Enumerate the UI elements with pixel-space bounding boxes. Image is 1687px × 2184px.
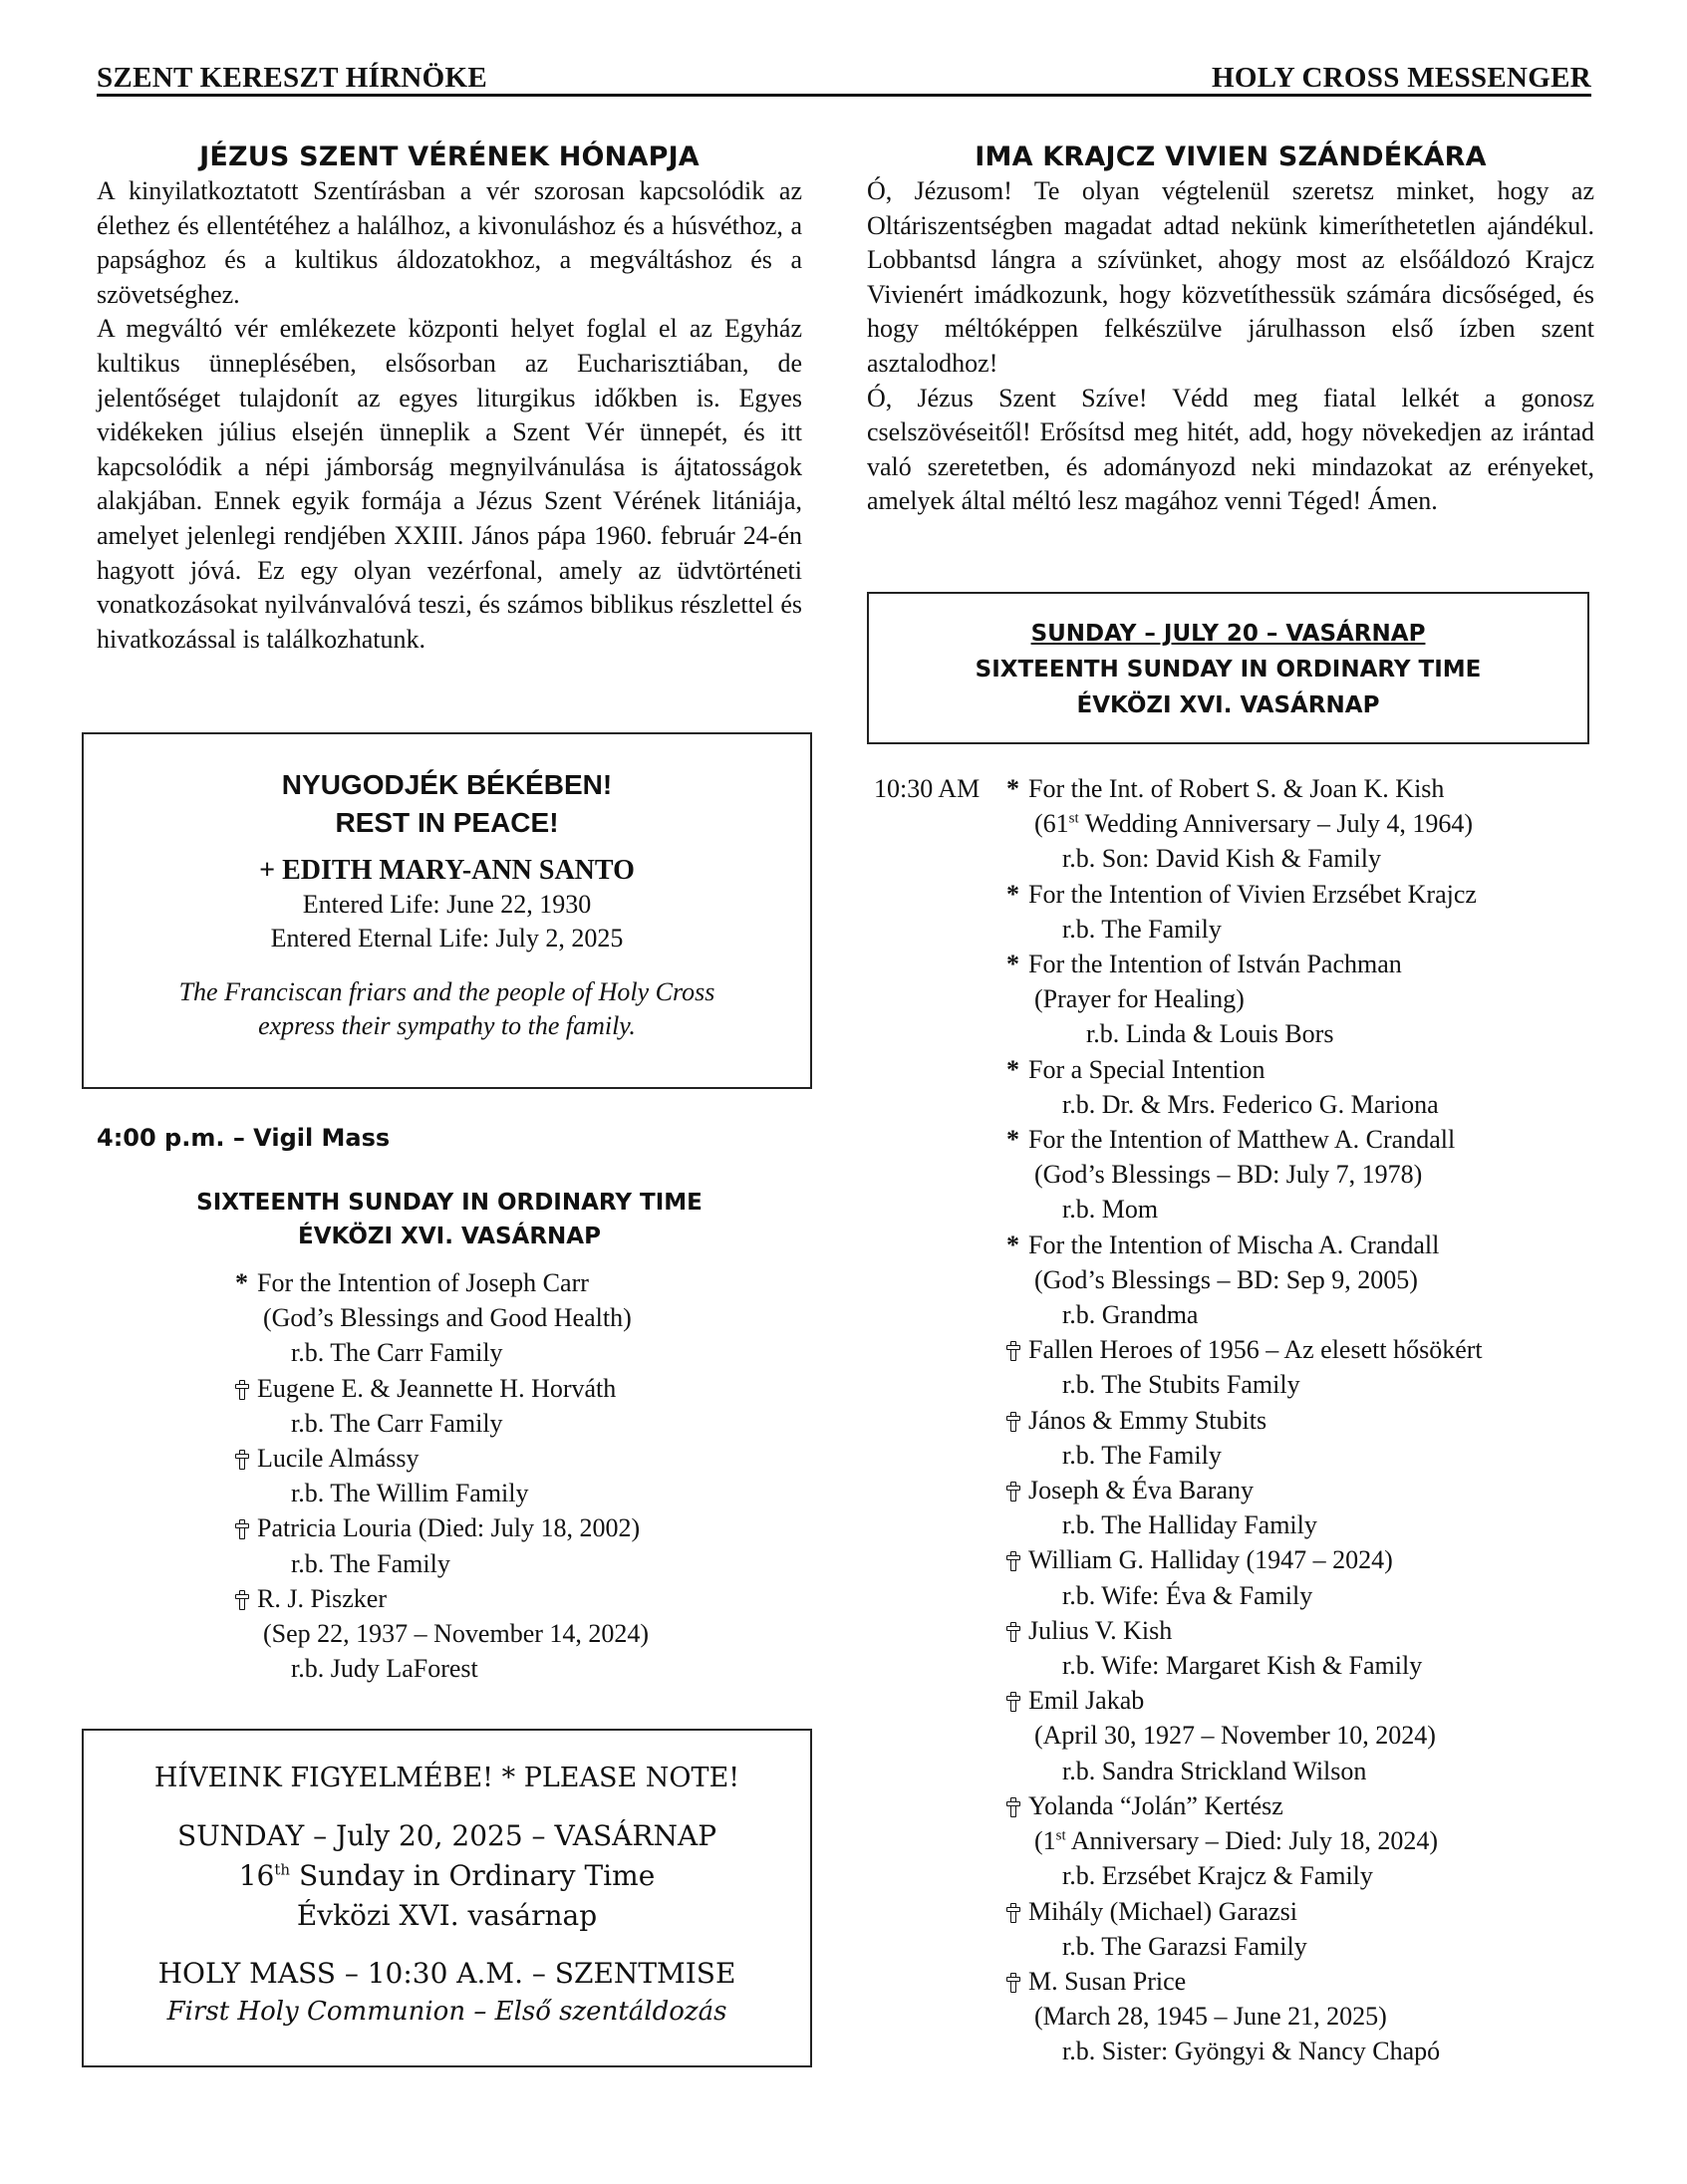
entered-eternal-life-date: Entered Eternal Life: July 2, 2025 [270, 924, 624, 953]
intention-line [1006, 1648, 1483, 1683]
intention-text: r.b. The Stubits Family [1062, 1370, 1300, 1400]
intention-line [1006, 806, 1483, 841]
article-paragraph: A kinyilatkoztatott Szentírásban a vér szorosan kapcsolódik az élethez és ellentétéhez a halálhoz, a kivonuláshoz és a húsvéthoz, a papsághoz és a kultikus áldozatokhoz, a megváltáshoz és a szövetséghez. [97, 176, 802, 309]
intention-text: M. Susan Price [1028, 1966, 1187, 1996]
intention-text: For the Intention of Mischa A. Crandall [1028, 1229, 1440, 1259]
intention-line [1006, 947, 1483, 981]
intention-line [1006, 1683, 1483, 1718]
ordinal-number: 16 [238, 1859, 275, 1892]
intention-line [1006, 1788, 1483, 1823]
intention-text: (March 28, 1945 – June 21, 2025) [1034, 2002, 1387, 2032]
intention-line [1006, 1403, 1483, 1438]
cross-icon [1006, 1341, 1020, 1359]
intention-line [1006, 1507, 1483, 1542]
sunday-mass-time: 10:30 AM [874, 774, 981, 803]
intention-text: r.b. The Family [291, 1548, 450, 1578]
notice-ordinary-time [84, 1856, 810, 1896]
intention-text: For the Intention of Joseph Carr [257, 1268, 589, 1297]
intention-line [235, 1546, 649, 1581]
intention-line [1006, 841, 1483, 876]
intention-line [1006, 1332, 1483, 1367]
intention-line [1006, 1823, 1483, 1858]
intention-text: For a Special Intention [1028, 1054, 1265, 1084]
intention-text: Eugene E. & Jeannette H. Horváth [257, 1373, 617, 1403]
intention-text: r.b. The Carr Family [291, 1408, 503, 1438]
article-title: IMA KRAJCZ VIVIEN SZÁNDÉKÁRA [975, 141, 1487, 172]
sunday-subtitle-hungarian: ÉVKÖZI XVI. VASÁRNAP [1076, 692, 1380, 718]
intention-text: (Prayer for Healing) [1034, 984, 1245, 1014]
intention-text: R. J. Piszker [257, 1583, 387, 1613]
asterisk-marker: * [1006, 879, 1019, 909]
intention-line [1006, 1228, 1483, 1262]
intention-text: r.b. The Garazsi Family [1062, 1931, 1307, 1961]
intention-text: For the Intention of Vivien Erzsébet Krajcz [1028, 879, 1477, 909]
intention-line [235, 1335, 649, 1370]
intention-line [1006, 1542, 1483, 1577]
intention-line [1006, 1613, 1483, 1648]
article-paragraph: Ó, Jézusom! Te olyan végtelenül szeretsz minket, hogy az Oltáriszentségben magadat adtad nekünk kimeríthetetlen ajándékul. Lobbantsd lángra a szívünket, ahogy most az elsőáldozó Krajcz Vivienért imádkozunk, hogy közvetíthessük számára dicsőséged, és hogy méltóképpen felkészülve járulhasson első ízben szent asztalodhoz! [867, 176, 1594, 378]
article-holy-blood-month [97, 139, 802, 657]
cross-icon [1006, 1973, 1020, 1991]
cross-icon [1006, 1551, 1020, 1569]
notice-hungarian-line: Évközi XVI. vasárnap [296, 1899, 598, 1932]
intention-text: r.b. Son: David Kish & Family [1062, 844, 1381, 874]
asterisk-marker: * [1006, 1229, 1019, 1259]
intention-text: (God’s Blessings and Good Health) [263, 1303, 632, 1333]
intention-text: r.b. Dr. & Mrs. Federico G. Mariona [1062, 1089, 1439, 1119]
intention-text: r.b. Judy LaForest [291, 1654, 478, 1684]
intention-text: Joseph & Éva Barany [1028, 1476, 1255, 1505]
intention-text: Anniversary – Died: July 18, 2024) [1065, 1826, 1439, 1856]
intention-line [235, 1406, 649, 1441]
intention-prefix: (61 [1034, 809, 1069, 839]
intention-line [1006, 1894, 1483, 1929]
intention-text: r.b. The Willim Family [291, 1479, 529, 1508]
rest-in-peace-box [82, 732, 812, 1089]
article-paragraph: A megváltó vér emlékezete központi helyet foglal el az Egyház kultikus ünneplésében, elsősorban az Eucharisztiában, de jelentőséget tulajdonít az egyes liturgikus időkben is. Egyes vidékeken július elsején ünneplik a Szent Vér ünnepét, és itt kapcsolódik a népi jámborság megnyilvánulása is ájtatosságok alakjában. Ennek egyik formája a Jézus Szent Vérének litániája, amelyet jelenlegi rendjében XXIII. János pápa 1960. február 24-én hagyott jóvá. Ez egy olyan vezérfonal, amely az üdvtörténeti vonatkozásokat nyilvánvalóvá teszi, és számos biblikus részlettel és hivatkozással is találkozhatunk. [97, 314, 802, 654]
cross-icon [235, 1519, 249, 1537]
intention-line [1006, 1052, 1483, 1087]
intention-line [1006, 1438, 1483, 1473]
vigil-subtitle-hungarian: ÉVKÖZI XVI. VASÁRNAP [298, 1224, 601, 1249]
intention-line [235, 1300, 649, 1335]
sympathy-line: express their sympathy to the family. [258, 1011, 636, 1040]
intention-text: r.b. Wife: Margaret Kish & Family [1062, 1651, 1423, 1681]
intention-text: r.b. Sister: Gyöngyi & Nancy Chapó [1062, 2037, 1441, 2066]
notice-date-line: SUNDAY – July 20, 2025 – VASÁRNAP [176, 1819, 717, 1852]
intention-text: William G. Halliday (1947 – 2024) [1028, 1545, 1393, 1575]
rip-title-english: REST IN PEACE! [335, 807, 559, 838]
intention-text: r.b. Wife: Éva & Family [1062, 1580, 1313, 1610]
intention-line [1006, 1297, 1483, 1332]
intention-line [1006, 2034, 1483, 2068]
sunday-intentions-list [1006, 771, 1483, 2069]
intention-text: (God’s Blessings – BD: July 7, 1978) [1034, 1160, 1423, 1190]
please-note-box [82, 1729, 812, 2067]
intention-text: r.b. Sandra Strickland Wilson [1062, 1756, 1367, 1785]
sunday-date-heading: SUNDAY – JULY 20 – VASÁRNAP [1030, 621, 1426, 647]
intention-line [235, 1441, 649, 1476]
intention-text: Patricia Louria (Died: July 18, 2002) [257, 1513, 641, 1543]
intention-text: Emil Jakab [1028, 1686, 1145, 1716]
notice-title: HÍVEINK FIGYELMÉBE! * PLEASE NOTE! [153, 1763, 740, 1793]
asterisk-marker: * [1006, 1054, 1019, 1084]
intention-text: (God’s Blessings – BD: Sep 9, 2005) [1034, 1264, 1418, 1294]
intention-text: János & Emmy Stubits [1028, 1405, 1267, 1435]
intention-text: r.b. Erzsébet Krajcz & Family [1062, 1861, 1373, 1891]
cross-icon [235, 1380, 249, 1398]
vigil-subtitle-english: SIXTEENTH SUNDAY IN ORDINARY TIME [196, 1190, 703, 1216]
intention-text: For the Intention of Matthew A. Crandall [1028, 1125, 1456, 1155]
intention-line [1006, 1929, 1483, 1964]
intention-line [235, 1371, 649, 1406]
ordinary-time-text: Sunday in Ordinary Time [298, 1859, 656, 1892]
intention-line [1006, 1473, 1483, 1507]
intention-text: Julius V. Kish [1028, 1615, 1173, 1645]
intention-text: Fallen Heroes of 1956 – Az elesett hősökért [1028, 1335, 1483, 1365]
asterisk-marker: * [1006, 774, 1019, 803]
notice-communion-line: First Holy Communion – Első szentáldozás [166, 1997, 727, 2027]
sunday-heading-box [867, 592, 1589, 744]
intention-text: Lucile Almássy [257, 1444, 420, 1474]
intention-line [1006, 1858, 1483, 1893]
entered-life-date: Entered Life: June 22, 1930 [302, 890, 592, 919]
asterisk-marker: * [235, 1268, 248, 1297]
intention-text: r.b. The Family [1062, 1440, 1222, 1470]
cross-icon [1006, 1797, 1020, 1815]
article-paragraph: Ó, Jézus Szent Szíve! Védd meg fiatal lelkét a gonosz cselszövéseitől! Erősítsd meg hitét, add, hogy növekedjen az irántad való szeretetben, és adományozd neki mindazokat az erényeket, amelyek által méltó lesz magához venni Téged! Ámen. [867, 383, 1594, 516]
rip-title-hungarian: NYUGODJÉK BÉKÉBEN! [281, 769, 613, 800]
intention-text: Yolanda “Jolán” Kertész [1028, 1790, 1283, 1820]
intention-line [235, 1265, 649, 1300]
header-rule [97, 94, 1591, 97]
intention-line [1006, 912, 1483, 947]
intention-text: r.b. The Halliday Family [1062, 1510, 1317, 1540]
intention-line [1006, 1087, 1483, 1122]
intention-line [1006, 1262, 1483, 1297]
sympathy-line: The Franciscan friars and the people of Holy Cross [178, 977, 715, 1006]
intention-line [1006, 1016, 1483, 1051]
asterisk-marker: * [1006, 950, 1019, 979]
intention-text: For the Int. of Robert S. & Joan K. Kish [1028, 774, 1445, 803]
sunday-subtitle-english: SIXTEENTH SUNDAY IN ORDINARY TIME [975, 657, 1482, 682]
intention-text: (Sep 22, 1937 – November 14, 2024) [263, 1619, 650, 1649]
intention-line [235, 1616, 649, 1651]
intention-text: r.b. Mom [1062, 1195, 1159, 1225]
intention-line [1006, 1122, 1483, 1157]
asterisk-marker: * [1006, 1125, 1019, 1155]
intention-text: For the Intention of István Pachman [1028, 950, 1402, 979]
cross-icon [1006, 1692, 1020, 1710]
intention-text: Wedding Anniversary – July 4, 1964) [1078, 809, 1474, 839]
newsletter-title-hungarian: SZENT KERESZT HÍRNÖKE [97, 62, 488, 94]
vigil-mass-time: 4:00 p.m. – Vigil Mass [97, 1124, 391, 1152]
ordinal-suffix: st [1068, 810, 1079, 827]
ordinal-suffix: th [274, 1860, 291, 1879]
notice-mass-line: HOLY MASS – 10:30 A.M. – SZENTMISE [157, 1957, 736, 1990]
intention-text: r.b. The Family [1062, 914, 1222, 944]
intention-text: (April 30, 1927 – November 10, 2024) [1034, 1721, 1436, 1751]
intention-line [1006, 1718, 1483, 1753]
intention-line [1006, 1999, 1483, 2034]
cross-icon [1006, 1903, 1020, 1921]
cross-icon [235, 1450, 249, 1468]
vigil-intentions-list [235, 1265, 649, 1686]
cross-icon [235, 1590, 249, 1608]
article-title: JÉZUS SZENT VÉRÉNEK HÓNAPJA [199, 141, 700, 172]
intention-line [1006, 1367, 1483, 1402]
intention-prefix: (1 [1034, 1826, 1056, 1856]
ordinal-suffix: st [1055, 1827, 1066, 1844]
cross-icon [1006, 1412, 1020, 1430]
intention-text: r.b. Linda & Louis Bors [1086, 1019, 1334, 1049]
article-prayer-vivien [867, 139, 1594, 519]
article-body [867, 174, 1594, 519]
intention-text: r.b. Grandma [1062, 1300, 1199, 1330]
intention-line [235, 1651, 649, 1686]
intention-line [235, 1510, 649, 1545]
intention-text: r.b. The Carr Family [291, 1338, 503, 1368]
intention-line [1006, 1578, 1483, 1613]
intention-line [1006, 1964, 1483, 1999]
cross-icon [1006, 1622, 1020, 1640]
intention-line [1006, 981, 1483, 1016]
intention-line [1006, 1157, 1483, 1192]
intention-line [1006, 771, 1483, 806]
intention-text: Mihály (Michael) Garazsi [1028, 1896, 1298, 1926]
newsletter-title-english: HOLY CROSS MESSENGER [1212, 62, 1591, 94]
article-body [97, 174, 802, 657]
deceased-name: + EDITH MARY-ANN SANTO [259, 855, 635, 886]
intention-line [235, 1581, 649, 1616]
intention-line [1006, 877, 1483, 912]
intention-line [1006, 1754, 1483, 1788]
intention-line [235, 1476, 649, 1510]
cross-icon [1006, 1482, 1020, 1500]
intention-line [1006, 1192, 1483, 1227]
